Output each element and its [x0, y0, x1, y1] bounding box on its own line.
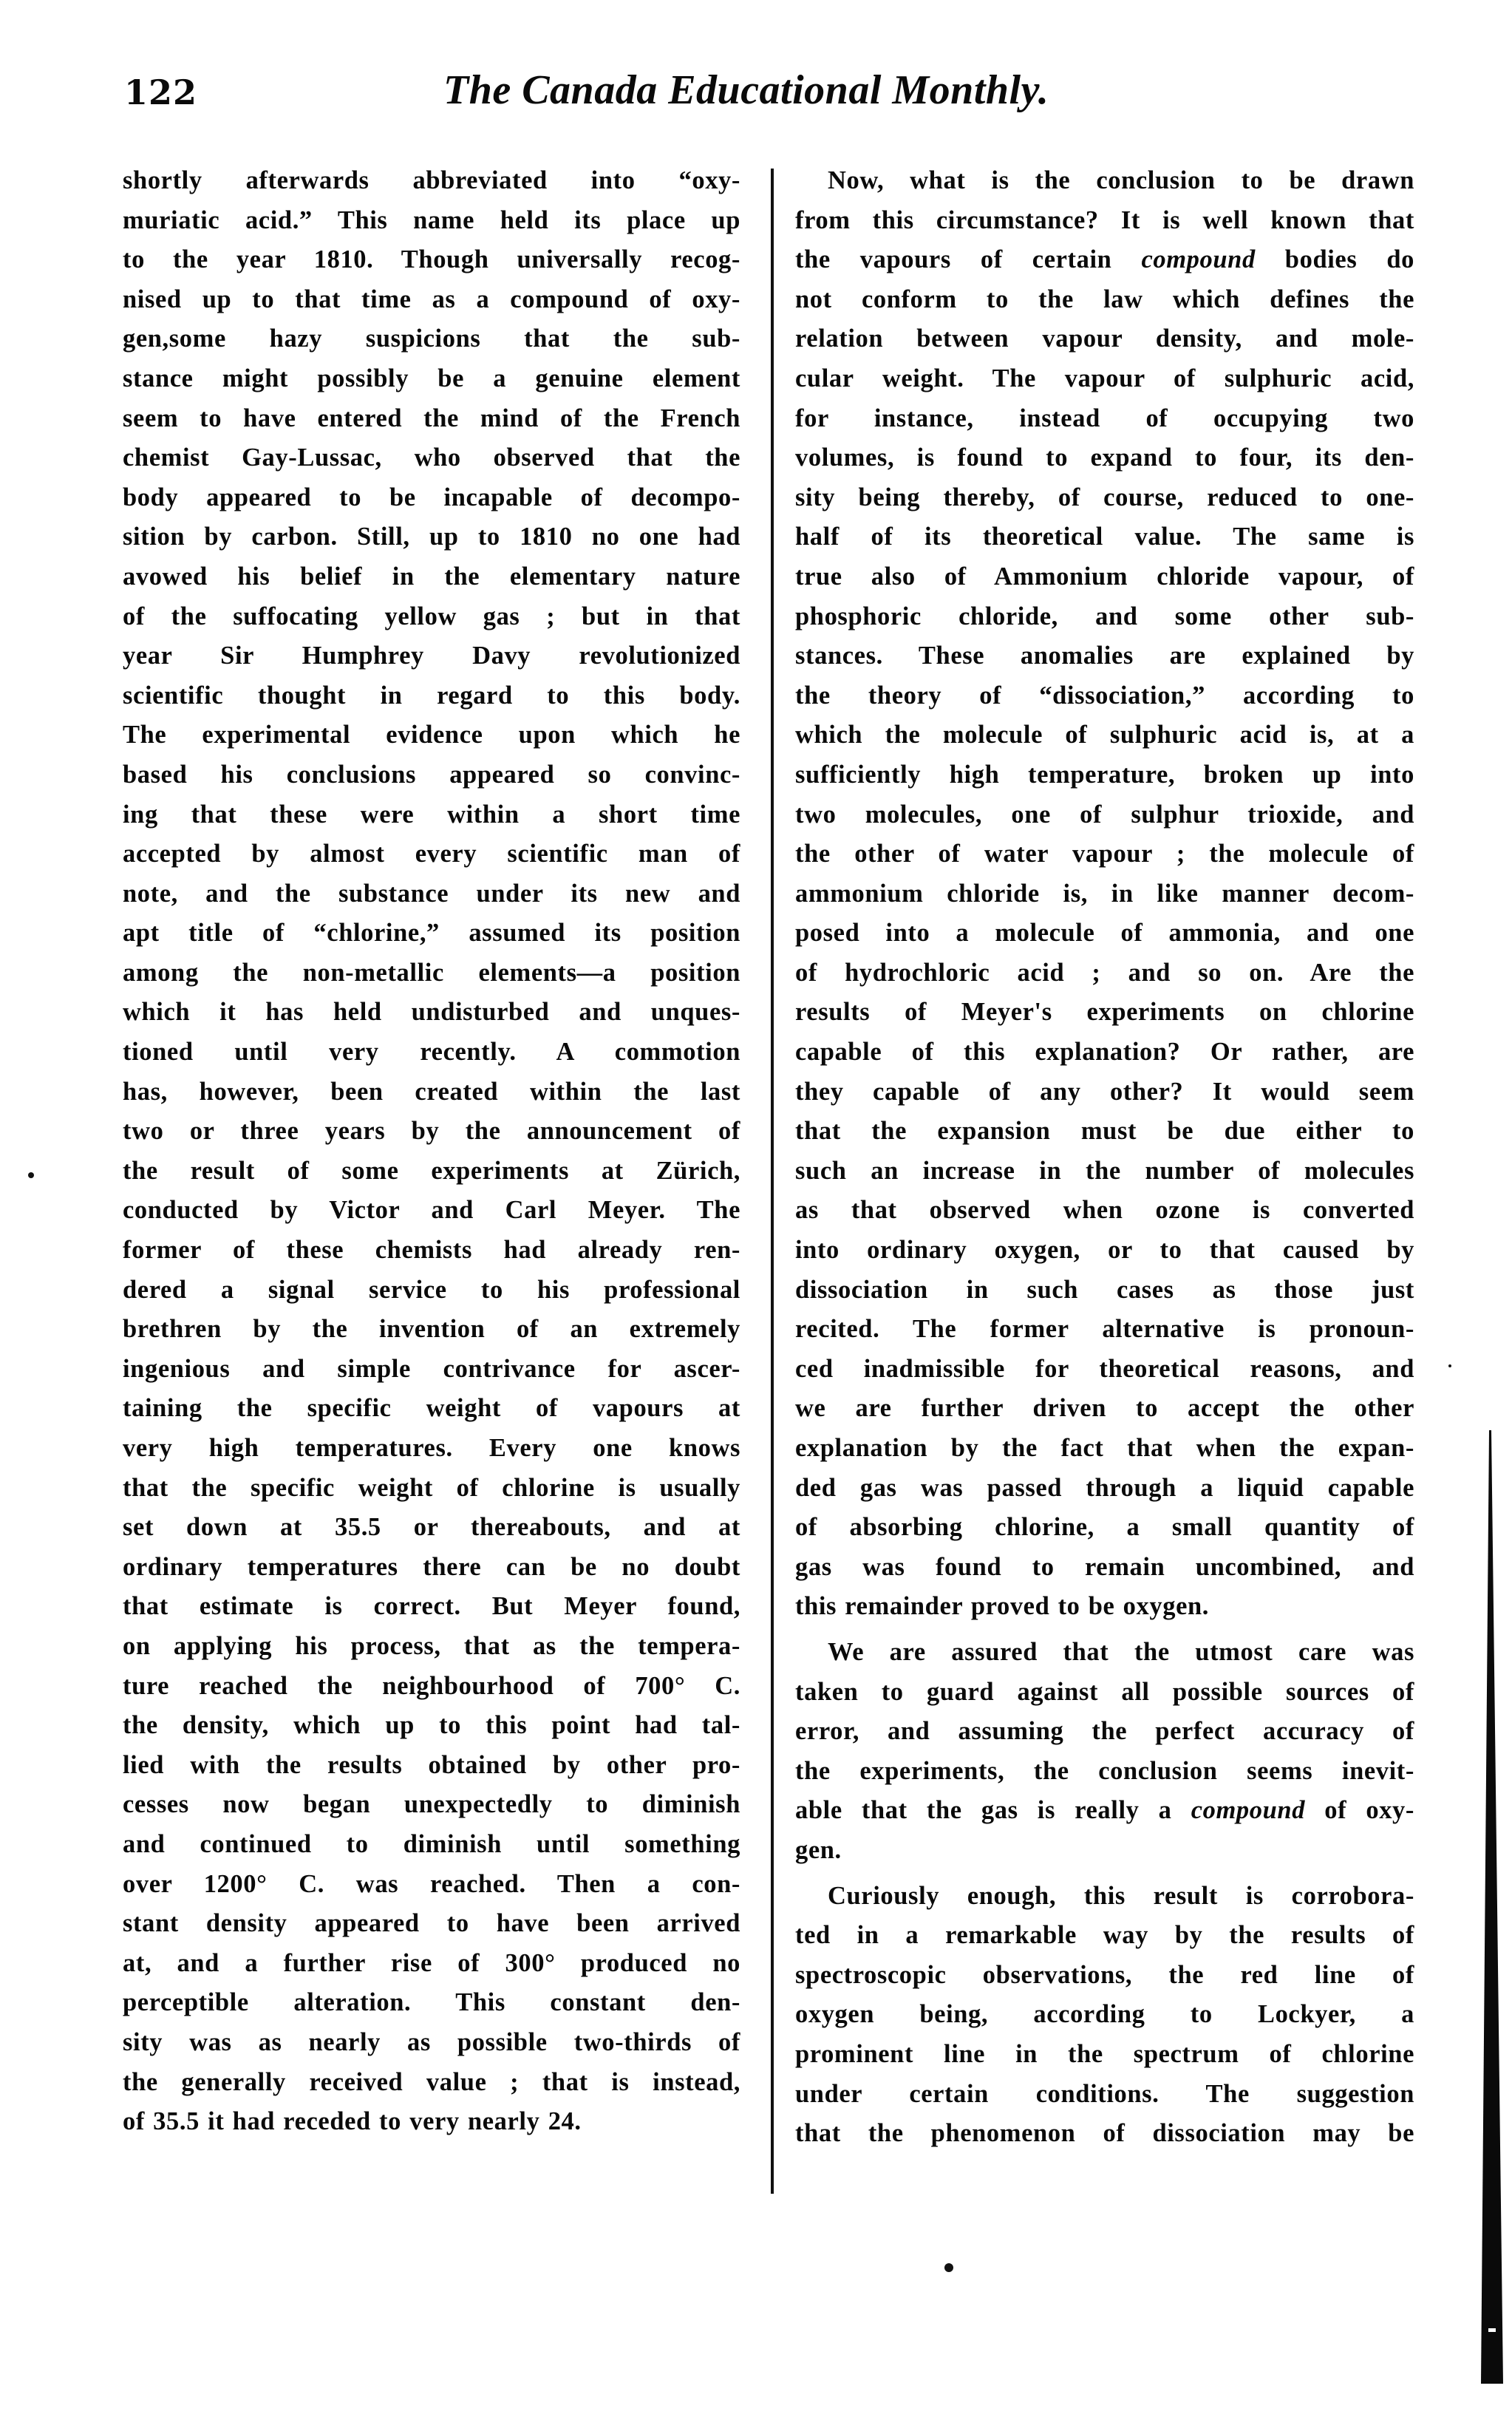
text-line: phosphoric chloride, and some other sub- — [795, 602, 1414, 630]
text-line: taken to guard against all possible sources of — [795, 1677, 1414, 1706]
text-line: shortly afterwards abbreviated into “oxy- — [123, 166, 740, 194]
text-line: they capable of any other? It would seem — [795, 1077, 1414, 1106]
text-line: volumes, is found to expand to four, its den- — [795, 443, 1414, 472]
text-line: ded gas was passed through a liquid capable — [795, 1473, 1414, 1502]
italic-word: compound — [1191, 1796, 1306, 1825]
text-line: taining the specific weight of vapours at — [123, 1394, 740, 1423]
stray-dot-bottom — [944, 2263, 953, 2272]
text-line: lied with the results obtained by other pro- — [123, 1750, 740, 1779]
text-line: ture reached the neighbourhood of 700° C. — [123, 1671, 740, 1700]
scan-edge-shadow — [1478, 1430, 1505, 2384]
text-line: nised up to that time as a compound of oxy- — [123, 285, 740, 313]
text-line: the density, which up to this point had tal- — [123, 1711, 740, 1740]
text-line: cular weight. The vapour of sulphuric acid, — [795, 364, 1414, 392]
paragraph-gap — [795, 1627, 1414, 1633]
text-line: brethren by the invention of an extremely — [123, 1315, 740, 1344]
text-line: conducted by Victor and Carl Meyer. The — [123, 1196, 740, 1225]
text-line: of the suffocating yellow gas ; but in that — [123, 602, 740, 630]
text-line: the other of water vapour ; the molecule of — [795, 840, 1414, 868]
text-line: two or three years by the announcement of — [123, 1117, 740, 1146]
text-line: sufficiently high temperature, broken up into — [795, 760, 1414, 789]
text-line: body appeared to be incapable of decompo- — [123, 483, 740, 511]
text-line: true also of Ammonium chloride vapour, of — [795, 562, 1414, 591]
paragraph-gap — [795, 1871, 1414, 1877]
text-line: among the non-metallic elements—a position — [123, 958, 740, 987]
text-line: on applying his process, that as the tempera- — [123, 1631, 740, 1660]
text-line: the generally received value ; that is instead, — [123, 2067, 740, 2096]
text-line: the result of some experiments at Zürich, — [123, 1156, 740, 1185]
text-line: the vapours of certain compound bodies do — [795, 245, 1414, 274]
text-line: gas was found to remain uncombined, and — [795, 1552, 1414, 1581]
text-line: based his conclusions appeared so convinc- — [123, 760, 740, 789]
text-line: stances. These anomalies are explained by — [795, 642, 1414, 670]
text-line: of hydrochloric acid ; and so on. Are the — [795, 958, 1414, 987]
text-line: the theory of “dissociation,” according to — [795, 681, 1414, 710]
text-line: dered a signal service to his professional — [123, 1275, 740, 1304]
text-line: ammonium chloride is, in like manner decom- — [795, 879, 1414, 908]
text-line: dissociation in such cases as those just — [795, 1275, 1414, 1304]
text-line: that the specific weight of chlorine is usually — [123, 1473, 740, 1502]
right-column — [795, 161, 1414, 2154]
text-line: avowed his belief in the elementary nature — [123, 562, 740, 591]
text-line: Now, what is the conclusion to be drawn — [828, 166, 1414, 194]
text-line: posed into a molecule of ammonia, and one — [795, 919, 1414, 948]
text-line: prominent line in the spectrum of chlorine — [795, 2039, 1414, 2068]
text-line: muriatic acid.” This name held its place up — [123, 205, 740, 234]
text-line: sity was as nearly as possible two-thirds of — [123, 2027, 740, 2056]
text-line: such an increase in the number of molecules — [795, 1156, 1414, 1185]
text-line: the experiments, the conclusion seems inevit- — [795, 1756, 1414, 1785]
text-line: tioned until very recently. A commotion — [123, 1038, 740, 1067]
text-line: sition by carbon. Still, up to 1810 no one had — [123, 523, 740, 551]
text-line: The experimental evidence upon which he — [123, 721, 740, 749]
text-line: half of its theoretical value. The same is — [795, 523, 1414, 551]
text-line: chemist Gay-Lussac, who observed that the — [123, 443, 740, 472]
text-line: We are assured that the utmost care was — [828, 1637, 1414, 1666]
text-line: of absorbing chlorine, a small quantity of — [795, 1513, 1414, 1542]
text-line: very high temperatures. Every one knows — [123, 1434, 740, 1462]
text-line: under certain conditions. The suggestion — [795, 2079, 1414, 2108]
text-line: into ordinary oxygen, or to that caused by — [795, 1236, 1414, 1265]
text-line: stance might possibly be a genuine element — [123, 364, 740, 392]
text-line: as that observed when ozone is converted — [795, 1196, 1414, 1225]
running-title: The Canada Educational Monthly. — [443, 67, 1049, 113]
text-line: from this circumstance? It is well known that — [795, 205, 1414, 234]
text-line: ingenious and simple contrivance for ascer- — [123, 1354, 740, 1383]
text-line: capable of this explanation? Or rather, are — [795, 1038, 1414, 1067]
text-line: ordinary temperatures there can be no doubt — [123, 1552, 740, 1581]
text-line: that estimate is correct. But Meyer found, — [123, 1592, 740, 1621]
text-line: oxygen being, according to Lockyer, a — [795, 2000, 1414, 2029]
text-line: seem to have entered the mind of the French — [123, 404, 740, 432]
page-number: 122 — [124, 72, 198, 112]
text-line: apt title of “chlorine,” assumed its position — [123, 919, 740, 948]
text-line: that the expansion must be due either to — [795, 1117, 1414, 1146]
text-line: spectroscopic observations, the red line of — [795, 1960, 1414, 1989]
text-line: of 35.5 it had receded to very nearly 24. — [123, 2107, 582, 2136]
text-line: relation between vapour density, and mole- — [795, 324, 1414, 353]
text-line: which it has held undisturbed and unques- — [123, 998, 740, 1027]
stray-dot-right-margin — [1448, 1364, 1451, 1367]
text-line: which the molecule of sulphuric acid is, at a — [795, 721, 1414, 749]
text-line: scientific thought in regard to this body. — [123, 681, 740, 710]
text-line: explanation by the fact that when the expan- — [795, 1434, 1414, 1462]
text-line: cesses now began unexpectedly to diminish — [123, 1790, 740, 1819]
text-line: to the year 1810. Though universally recog- — [123, 245, 740, 274]
column-divider — [771, 169, 774, 2194]
text-line: for instance, instead of occupying two — [795, 404, 1414, 432]
text-line: results of Meyer's experiments on chlorine — [795, 998, 1414, 1027]
stray-dot-left-margin — [28, 1172, 34, 1178]
text-line: ced inadmissible for theoretical reasons, and — [795, 1354, 1414, 1383]
text-line: ing that these were within a short time — [123, 800, 740, 829]
text-line: year Sir Humphrey Davy revolutionized — [123, 642, 740, 670]
text-line: note, and the substance under its new and — [123, 879, 740, 908]
text-line: over 1200° C. was reached. Then a con- — [123, 1869, 740, 1898]
text-line: Curiously enough, this result is corrobora- — [828, 1881, 1414, 1910]
text-line: error, and assuming the perfect accuracy of — [795, 1717, 1414, 1746]
text-line: two molecules, one of sulphur trioxide, and — [795, 800, 1414, 829]
text-line: that the phenomenon of dissociation may be — [795, 2119, 1414, 2148]
text-line: stant density appeared to have been arrived — [123, 1909, 740, 1938]
text-line: gen,some hazy suspicions that the sub- — [123, 324, 740, 353]
left-column — [123, 161, 740, 2142]
text-line: at, and a further rise of 300° produced no — [123, 1948, 740, 1977]
text-line: this remainder proved to be oxygen. — [795, 1592, 1210, 1621]
text-line: and continued to diminish until something — [123, 1829, 740, 1858]
text-line: former of these chemists had already ren- — [123, 1236, 740, 1265]
text-line: perceptible alteration. This constant den- — [123, 1988, 740, 2017]
text-line: set down at 35.5 or thereabouts, and at — [123, 1513, 740, 1542]
text-line: not conform to the law which defines the — [795, 285, 1414, 313]
text-line: ted in a remarkable way by the results of — [795, 1921, 1414, 1950]
text-line: recited. The former alternative is pronoun- — [795, 1315, 1414, 1344]
text-line: sity being thereby, of course, reduced to one- — [795, 483, 1414, 511]
text-line: we are further driven to accept the other — [795, 1394, 1414, 1423]
text-line: has, however, been created within the last — [123, 1077, 740, 1106]
italic-word: compound — [1141, 245, 1256, 274]
text-line: gen. — [795, 1835, 842, 1864]
text-line: accepted by almost every scientific man of — [123, 840, 740, 868]
text-line: able that the gas is really a compound of oxy- — [795, 1796, 1414, 1825]
